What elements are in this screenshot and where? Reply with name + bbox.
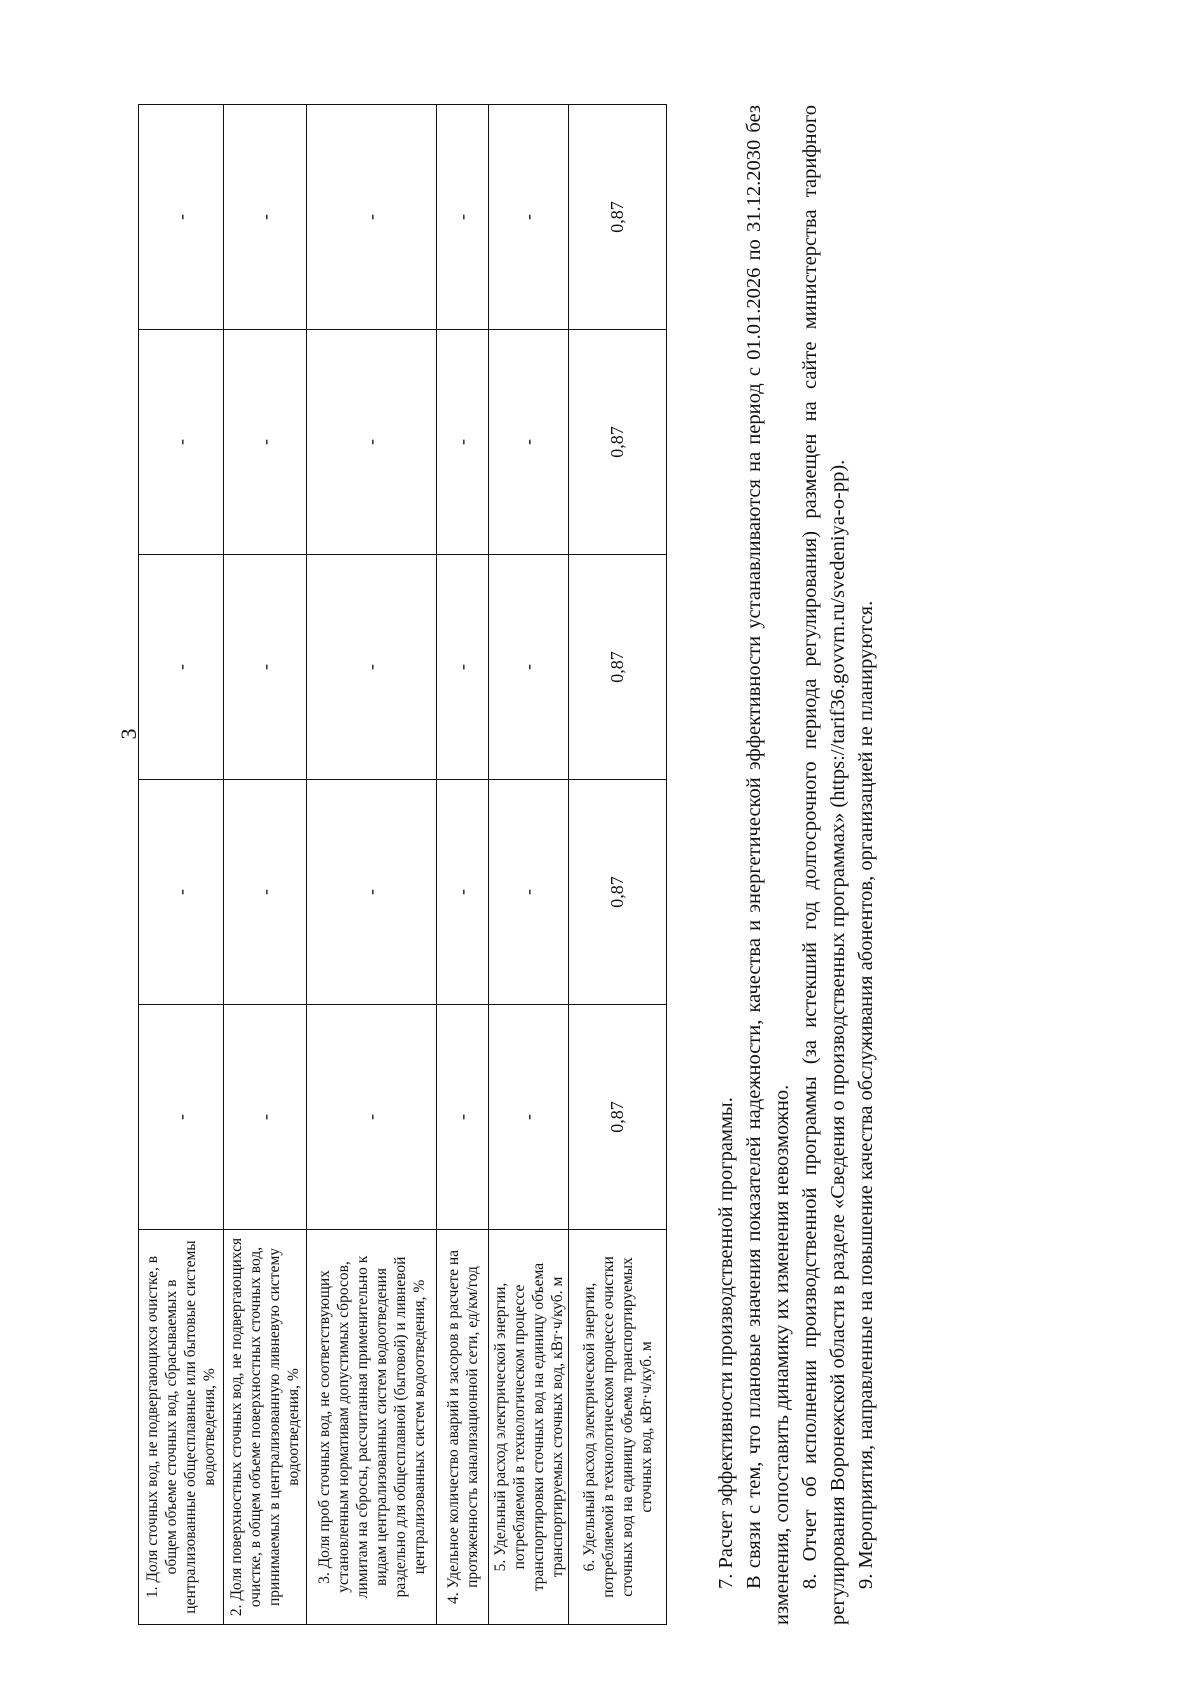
- indicator-label: 6. Удельный расход электрической энергии, потребляемой в технологическом процессе очистки сточных вод на единицу объема транспортируемых сточных вод, кВт·ч/куб. м: [569, 1230, 667, 1625]
- page-number: 3: [116, 728, 141, 740]
- indicator-label: 4. Удельное количество аварий и засоров в расчете на протяженность канализационной сети, ед/км/год: [437, 1230, 489, 1625]
- indicator-label: 3. Доля проб сточных вод, не соответствующих установленным нормативам допустимых сбросов, лимитам на сбросы, рассчитанная применительно к видам централизованных систем водоотведения раздельно для общесплавной (бытовой) и ливневой централизованных систем водоотведения, %: [307, 1230, 437, 1625]
- indicator-value: -: [489, 555, 569, 780]
- indicator-value: -: [307, 780, 437, 1005]
- indicator-label: 1. Доля сточных вод, не подвергающихся очистке, в общем объеме сточных вод, сбрасываемых в централизованные общесплавные или бытовые системы водоотведения, %: [139, 1230, 224, 1625]
- indicator-value: -: [224, 105, 307, 330]
- table-row: [224, 105, 307, 1625]
- table-row: [307, 105, 437, 1625]
- table-row: [489, 105, 569, 1625]
- indicator-value: -: [224, 1005, 307, 1230]
- section-8-paragraph: 8. Отчет об исполнении производственной программы (за истекший год долгосрочного периода регулирования) размещен на сайте министерства тарифного регулирования Воронежской области в разделе «Сведения о производственных программах» (https://tarif36.govvrn.ru/svedeniya-o-pp).: [799, 105, 849, 1625]
- indicator-value: -: [224, 780, 307, 1005]
- section-9-paragraph: 9. Мероприятия, направленные на повышение качества обслуживания абонентов, организацией не планируются.: [855, 600, 877, 1589]
- indicator-value: -: [224, 555, 307, 780]
- indicators-table: [138, 104, 667, 1625]
- indicator-value: -: [437, 105, 489, 330]
- indicator-value: -: [307, 1005, 437, 1230]
- indicator-value: 0,87: [569, 555, 667, 780]
- indicator-value: -: [437, 555, 489, 780]
- indicator-value: -: [489, 1005, 569, 1230]
- table-row: [139, 105, 224, 1625]
- indicator-value: -: [307, 105, 437, 330]
- indicator-value: -: [437, 780, 489, 1005]
- table-row: [437, 105, 489, 1625]
- indicator-value: 0,87: [569, 330, 667, 555]
- indicator-value: 0,87: [569, 105, 667, 330]
- indicator-label: 5. Удельный расход электрической энергии, потребляемой в технологическом процессе транспортировки сточных вод на единицу объема транспортируемых сточных вод, кВт·ч/куб. м: [489, 1230, 569, 1625]
- indicator-value: 0,87: [569, 780, 667, 1005]
- indicator-value: 0,87: [569, 1005, 667, 1230]
- indicator-value: -: [489, 780, 569, 1005]
- indicator-value: -: [139, 105, 224, 330]
- indicator-value: -: [139, 780, 224, 1005]
- indicator-label: 2. Доля поверхностных сточных вод, не подвергающихся очистке, в общем объеме поверхностных сточных вод, принимаемых в централизованную ливневую систему водоотведения, %: [224, 1230, 307, 1625]
- indicator-value: -: [489, 105, 569, 330]
- indicator-value: -: [307, 330, 437, 555]
- indicator-value: -: [139, 330, 224, 555]
- document-page: [100, 105, 1160, 1625]
- indicator-value: -: [139, 1005, 224, 1230]
- body-text: [712, 105, 880, 1625]
- indicator-value: -: [437, 1005, 489, 1230]
- indicator-value: -: [437, 330, 489, 555]
- section-7-heading: 7. Расчет эффективности производственной программы.: [715, 1097, 737, 1589]
- indicator-value: -: [307, 555, 437, 780]
- section-7-paragraph: В связи с тем, что плановые значения показателей надежности, качества и энергетической эффективности устанавливаются на период с 01.01.2026 по 31.12.2030 без изменения, сопоставить динамику их изменения невозможно.: [743, 105, 793, 1625]
- indicator-value: -: [224, 330, 307, 555]
- indicator-value: -: [139, 555, 224, 780]
- indicator-value: -: [489, 330, 569, 555]
- table-row: [569, 105, 667, 1625]
